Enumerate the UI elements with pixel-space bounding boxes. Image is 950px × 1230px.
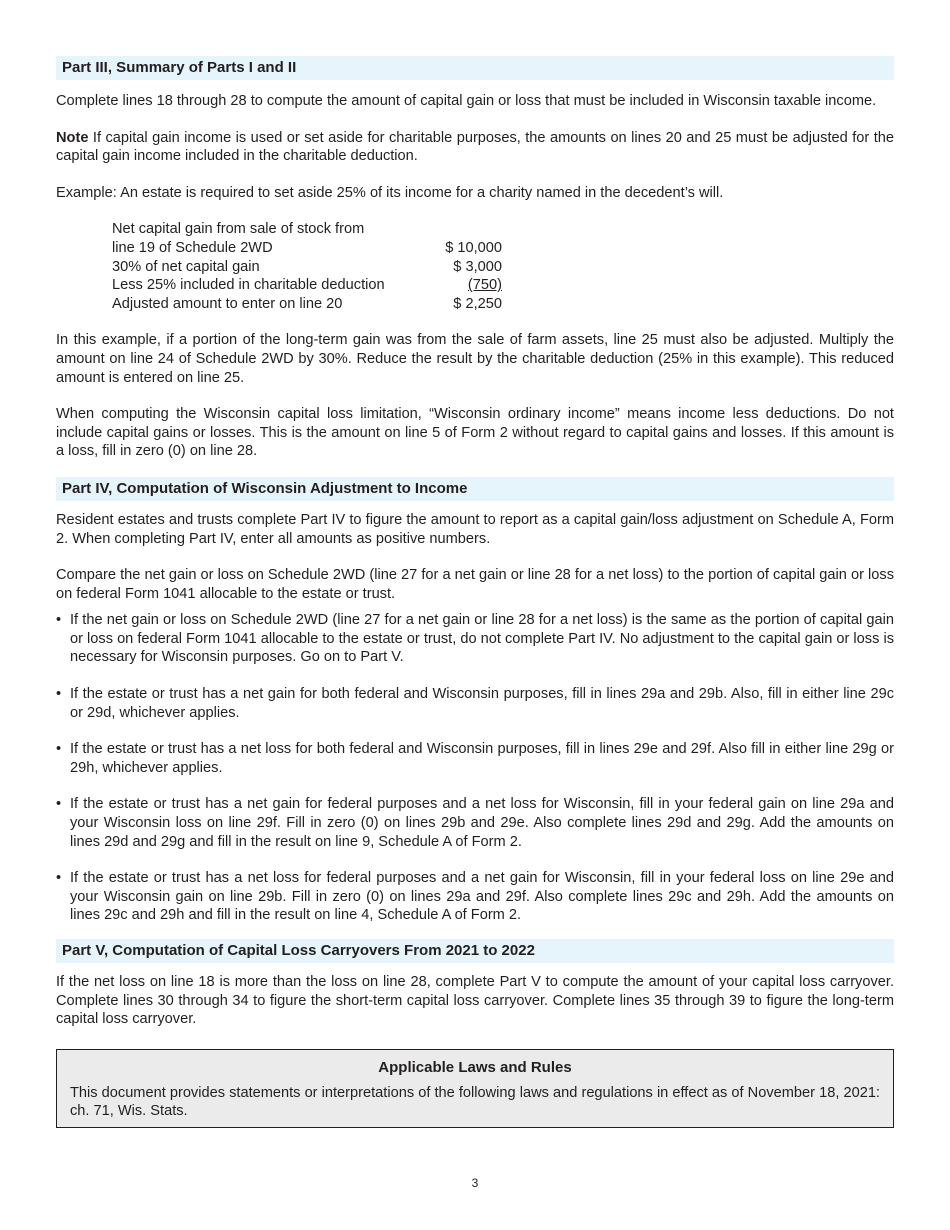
farm-assets-paragraph: In this example, if a portion of the long-term gain was from the sale of farm assets, line 25 must also be adjusted. Multiply the amount on line 24 of Schedule 2WD by 30%. Reduce the result by the charitable deduction (25% in this example). This reduced amount is entered on line 25. (56, 332, 894, 386)
laws-title: Applicable Laws and Rules (378, 1058, 572, 1076)
page-number: 3 (471, 1176, 479, 1190)
example-table (112, 220, 502, 313)
example-row (112, 276, 502, 295)
example-amount-underlined (434, 276, 502, 295)
example-row (112, 239, 502, 258)
note-label: Note (56, 129, 89, 146)
example-label: Adjusted amount to enter on line 20 (112, 295, 343, 312)
list-item: • If the estate or trust has a net loss for federal purposes and a net gain for Wisconsin, fill in your federal loss on line 29e and your Wisconsin gain on line 29b. Fill in zero (0) on lines 29a and 29f. Also complete lines 29c and 29h. Add the amounts on lines 29c and 29h and fill in the result on line 4, Schedule A of Form 2. (56, 870, 894, 924)
laws-text: This document provides statements or interpretations of the following laws and regulations in effect as of November 18, 2021: ch. 71, Wis. Stats. (70, 1084, 880, 1120)
bullet-icon: • (56, 741, 62, 758)
list-item: • If the estate or trust has a net gain for both federal and Wisconsin purposes, fill in lines 29a and 29b. Also, fill in either line 29c or 29d, whichever applies. (56, 686, 894, 721)
example-amount: $ 3,000 (453, 258, 502, 275)
part5-heading: Part V, Computation of Capital Loss Carryovers From 2021 to 2022 (56, 939, 894, 963)
example-amount (434, 220, 502, 239)
loss-limitation-paragraph: When computing the Wisconsin capital loss limitation, “Wisconsin ordinary income” means income less deductions. Do not include capital gains or losses. This is the amount on line 5 of Form 2 without regard to capital gains and losses. If this amount is a loss, fill in zero (0) on line 28. (56, 406, 894, 460)
example-label: Less 25% included in charitable deduction (112, 277, 385, 294)
part3-heading: Part III, Summary of Parts I and II (56, 56, 894, 80)
example-amount: $ 2,250 (453, 295, 502, 312)
part4-heading: Part IV, Computation of Wisconsin Adjustment to Income (56, 477, 894, 501)
example-amount: $ 10,000 (445, 239, 502, 256)
charitable-deduction-amount: (750) (467, 277, 502, 294)
example-label: Net capital gain from sale of stock from (112, 221, 365, 238)
part4-bullet-list (56, 611, 894, 925)
bullet-icon: • (56, 612, 62, 629)
bullet-icon: • (56, 686, 62, 703)
example-label: 30% of net capital gain (112, 258, 260, 275)
list-item: • If the estate or trust has a net gain for federal purposes and a net loss for Wisconsin, fill in your federal gain on line 29a and your Wisconsin loss on line 29f. Fill in zero (0) on lines 29b and 29e. Also complete lines 29d and 29g. Add the amounts on lines 29d and 29g and fill in the result on line 9, Schedule A of Form 2. (56, 796, 894, 850)
example-intro: Example: An estate is required to set aside 25% of its income for a charity named in the decedent’s will. (56, 184, 724, 201)
bullet-icon: • (56, 870, 62, 887)
list-item: • If the estate or trust has a net loss for both federal and Wisconsin purposes, fill in lines 29e and 29f. Also fill in either line 29g or 29h, whichever applies. (56, 741, 894, 776)
example-row (112, 258, 502, 277)
bullet-icon: • (56, 796, 62, 813)
part4-intro: Resident estates and trusts complete Part IV to figure the amount to report as a capital gain/loss adjustment on Schedule A, Form 2. When completing Part IV, enter all amounts as positive numbers. (56, 511, 894, 547)
part4-compare: Compare the net gain or loss on Schedule 2WD (line 27 for a net gain or line 28 for a net loss) to the portion of capital gain or loss on federal Form 1041 allocable to the estate or trust. (56, 567, 894, 602)
part3-intro: Complete lines 18 through 28 to compute the amount of capital gain or loss that must be included in Wisconsin taxable income. (56, 93, 877, 109)
part5-intro: If the net loss on line 18 is more than the loss on line 28, complete Part V to compute the amount of your capital loss carryover. Complete lines 30 through 34 to figure the short-term capital loss carryover. Complete lines 35 through 39 to figure the long-term capital loss carryover. (56, 974, 894, 1028)
document-page (56, 56, 894, 1128)
example-label: line 19 of Schedule 2WD (112, 239, 273, 256)
example-row (112, 295, 502, 314)
note-text: If capital gain income is used or set aside for charitable purposes, the amounts on lines 20 and 25 must be adjusted for the capital gain income included in the charitable deduction. (56, 129, 894, 165)
note-paragraph (56, 129, 894, 166)
applicable-laws-box (56, 1049, 894, 1128)
example-row (112, 220, 502, 239)
list-item: • If the net gain or loss on Schedule 2WD (line 27 for a net gain or line 28 for a net loss) is the same as the portion of capital gain or loss on federal Form 1041 allocable to the estate or trust, do not complete Part IV. No adjustment to the capital gain or loss is necessary for Wisconsin purposes. Go on to Part V. (56, 612, 894, 666)
